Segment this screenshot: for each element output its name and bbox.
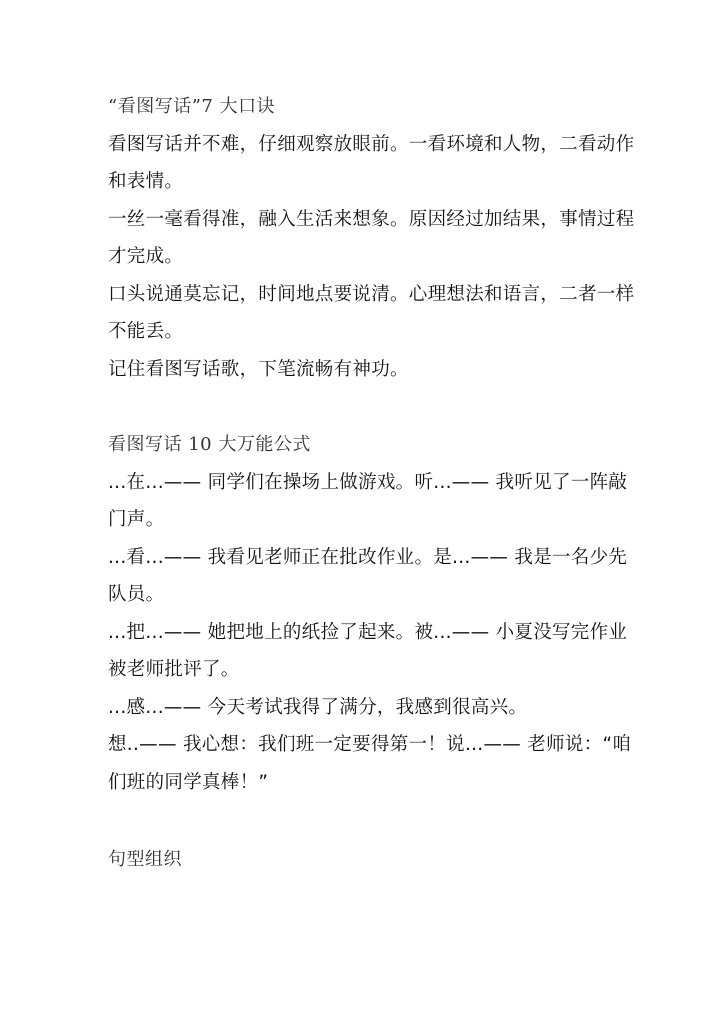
paragraph-line: ...把...—— 她把地上的纸捡了起来。被...—— 小夏没写完作业 <box>108 622 628 643</box>
section-heading-7-rhymes: “看图写话”7 大口诀 <box>108 96 276 117</box>
paragraph-line: ...在...—— 同学们在操场上做游戏。听...—— 我听见了一阵敲 <box>108 472 628 493</box>
paragraph-line: 看图写话并不难，仔细观察放眼前。一看环境和人物，二看动作 <box>108 134 635 155</box>
paragraph-line: 口头说通莫忘记，时间地点要说清。心理想法和语言，二者一样 <box>108 284 635 305</box>
paragraph-line: ...看...—— 我看见老师正在批改作业。是...—— 我是一名少先 <box>108 547 628 568</box>
paragraph-line: 不能丢。 <box>108 321 184 342</box>
paragraph-line: 记住看图写话歌，下笔流畅有神功。 <box>108 359 409 380</box>
paragraph-line: 被老师批评了。 <box>108 659 240 680</box>
paragraph-line: 一丝一毫看得准，融入生活来想象。原因经过加结果，事情过程 <box>108 209 635 230</box>
paragraph-line: 才完成。 <box>108 246 184 267</box>
paragraph-line: 和表情。 <box>108 171 184 192</box>
paragraph-line: 们班的同学真棒！” <box>108 772 269 793</box>
paragraph-line: 门声。 <box>108 509 165 530</box>
paragraph-line: 想..—— 我心想：我们班一定要得第一！说...—— 老师说：“咱 <box>108 734 632 755</box>
section-heading-sentence-patterns: 句型组织 <box>108 849 182 870</box>
paragraph-line: 队员。 <box>108 584 165 605</box>
paragraph-line: ...感...—— 今天考试我得了满分，我感到很高兴。 <box>108 697 528 718</box>
section-heading-10-formulas: 看图写话 10 大万能公式 <box>108 434 311 455</box>
